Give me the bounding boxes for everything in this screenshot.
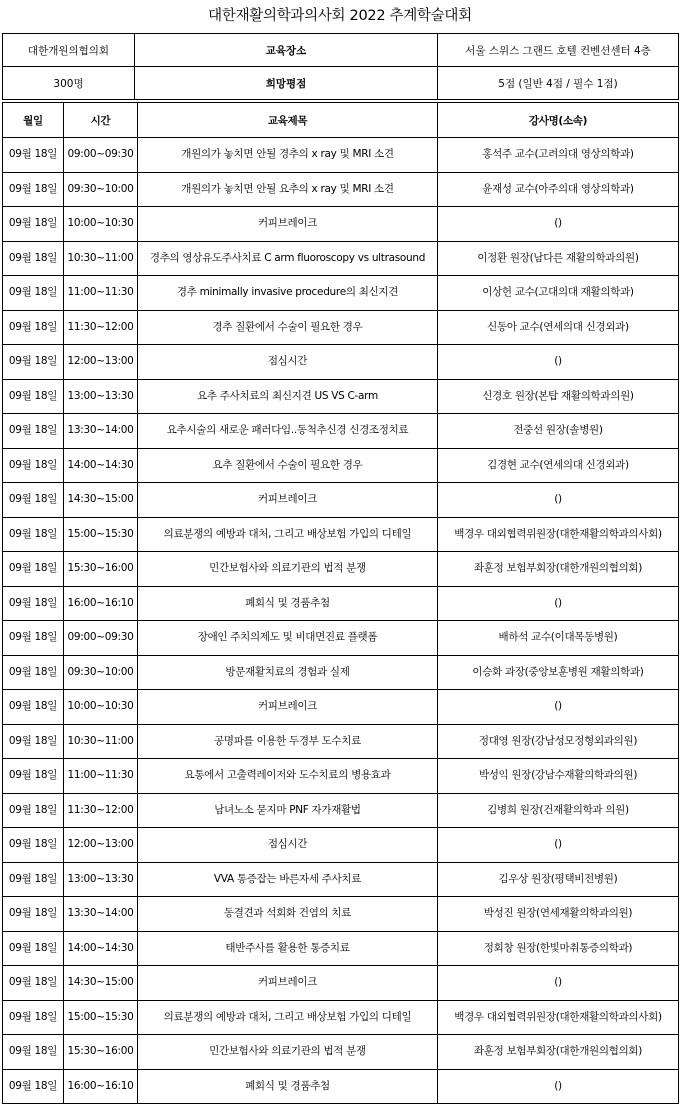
speaker-cell: () bbox=[438, 483, 679, 518]
time-cell: 15:00~15:30 bbox=[64, 517, 138, 552]
speaker-cell: () bbox=[438, 828, 679, 863]
speaker-cell: () bbox=[438, 586, 679, 621]
speaker-cell: 이상헌 교수(고대의대 재활의학과) bbox=[438, 276, 679, 311]
schedule-body bbox=[3, 138, 679, 1104]
speaker-cell: 박성익 원장(강남수재활의학과의원) bbox=[438, 759, 679, 794]
time-cell: 13:00~13:30 bbox=[64, 379, 138, 414]
time-cell: 15:00~15:30 bbox=[64, 1000, 138, 1035]
speaker-cell: 김우상 원장(평택비전병원) bbox=[438, 862, 679, 897]
table-row bbox=[3, 862, 679, 897]
topic-cell: 의료분쟁의 예방과 대처, 그리고 배상보험 가입의 디테일 bbox=[138, 1000, 438, 1035]
time-cell: 16:00~16:10 bbox=[64, 586, 138, 621]
date-cell: 09월 18일 bbox=[3, 138, 64, 173]
header-date: 월일 bbox=[3, 103, 64, 138]
topic-cell: 남녀노소 묻지마 PNF 자가재활법 bbox=[138, 793, 438, 828]
time-cell: 11:30~12:00 bbox=[64, 793, 138, 828]
table-row bbox=[3, 1035, 679, 1070]
table-row bbox=[3, 897, 679, 932]
date-cell: 09월 18일 bbox=[3, 897, 64, 932]
schedule-header-row bbox=[3, 103, 679, 138]
topic-cell: 경추의 영상유도주사치료 C arm fluoroscopy vs ultrasound bbox=[138, 241, 438, 276]
topic-cell: 개원의가 놓치면 안될 경추의 x ray 및 MRI 소견 bbox=[138, 138, 438, 173]
table-row bbox=[3, 517, 679, 552]
speaker-cell: 이승화 과장(중앙보훈병원 재활의학과) bbox=[438, 655, 679, 690]
table-row bbox=[3, 241, 679, 276]
organizer-cell: 대한개원의협의회 bbox=[3, 34, 135, 67]
header-speaker: 강사명(소속) bbox=[438, 103, 679, 138]
topic-cell: 점심시간 bbox=[138, 345, 438, 380]
topic-cell: 민간보험사와 의료기관의 법적 분쟁 bbox=[138, 1035, 438, 1070]
speaker-cell: 김병희 원장(건재활의학과 의원) bbox=[438, 793, 679, 828]
speaker-cell: 이정환 원장(남다른 재활의학과의원) bbox=[438, 241, 679, 276]
date-cell: 09월 18일 bbox=[3, 966, 64, 1001]
date-cell: 09월 18일 bbox=[3, 931, 64, 966]
table-row bbox=[3, 379, 679, 414]
topic-cell: 점심시간 bbox=[138, 828, 438, 863]
time-cell: 15:30~16:00 bbox=[64, 1035, 138, 1070]
info-row-credit bbox=[3, 67, 679, 100]
table-row bbox=[3, 931, 679, 966]
topic-cell: 공명파를 이용한 두경부 도수치료 bbox=[138, 724, 438, 759]
topic-cell: VVA 통증잡는 바른자세 주사치료 bbox=[138, 862, 438, 897]
date-cell: 09월 18일 bbox=[3, 241, 64, 276]
topic-cell: 커피브레이크 bbox=[138, 483, 438, 518]
date-cell: 09월 18일 bbox=[3, 759, 64, 794]
speaker-cell: 좌훈정 보험부회장(대한개원의협의회) bbox=[438, 1035, 679, 1070]
table-row bbox=[3, 138, 679, 173]
time-cell: 14:30~15:00 bbox=[64, 966, 138, 1001]
speaker-cell: 홍석주 교수(고려의대 영상의학과) bbox=[438, 138, 679, 173]
topic-cell: 요추 주사치료의 최신지견 US VS C-arm bbox=[138, 379, 438, 414]
table-row bbox=[3, 828, 679, 863]
date-cell: 09월 18일 bbox=[3, 310, 64, 345]
time-cell: 09:30~10:00 bbox=[64, 172, 138, 207]
table-row bbox=[3, 172, 679, 207]
time-cell: 16:00~16:10 bbox=[64, 1069, 138, 1104]
table-row bbox=[3, 621, 679, 656]
topic-cell: 의료분쟁의 예방과 대처, 그리고 배상보험 가입의 디테일 bbox=[138, 517, 438, 552]
date-cell: 09월 18일 bbox=[3, 724, 64, 759]
time-cell: 11:00~11:30 bbox=[64, 759, 138, 794]
date-cell: 09월 18일 bbox=[3, 414, 64, 449]
speaker-cell: 백경우 대외협력위원장(대한재활의학과의사회) bbox=[438, 1000, 679, 1035]
date-cell: 09월 18일 bbox=[3, 655, 64, 690]
table-row bbox=[3, 1069, 679, 1104]
table-row bbox=[3, 966, 679, 1001]
date-cell: 09월 18일 bbox=[3, 483, 64, 518]
time-cell: 10:30~11:00 bbox=[64, 241, 138, 276]
speaker-cell: () bbox=[438, 690, 679, 725]
date-cell: 09월 18일 bbox=[3, 862, 64, 897]
speaker-cell: 신경호 원장(본탑 재활의학과의원) bbox=[438, 379, 679, 414]
time-cell: 15:30~16:00 bbox=[64, 552, 138, 587]
table-row bbox=[3, 1000, 679, 1035]
venue-label: 교육장소 bbox=[135, 34, 438, 67]
topic-cell: 커피브레이크 bbox=[138, 207, 438, 242]
table-row bbox=[3, 759, 679, 794]
table-row bbox=[3, 483, 679, 518]
topic-cell: 개원의가 놓치면 안될 요추의 x ray 및 MRI 소견 bbox=[138, 172, 438, 207]
speaker-cell: 백경우 대외협력위원장(대한재활의학과의사회) bbox=[438, 517, 679, 552]
topic-cell: 경추 질환에서 수술이 필요한 경우 bbox=[138, 310, 438, 345]
table-row bbox=[3, 207, 679, 242]
topic-cell: 동결견과 석회화 건염의 치료 bbox=[138, 897, 438, 932]
speaker-cell: 정회창 원장(한빛마취통증의학과) bbox=[438, 931, 679, 966]
speaker-cell: 윤재성 교수(아주의대 영상의학과) bbox=[438, 172, 679, 207]
info-row-venue bbox=[3, 34, 679, 67]
topic-cell: 폐회식 및 경품추첨 bbox=[138, 586, 438, 621]
table-row bbox=[3, 552, 679, 587]
date-cell: 09월 18일 bbox=[3, 1000, 64, 1035]
topic-cell: 요통에서 고출력레이저와 도수치료의 병용효과 bbox=[138, 759, 438, 794]
header-time: 시간 bbox=[64, 103, 138, 138]
table-row bbox=[3, 276, 679, 311]
page-title: 대한재활의학과의사회 2022 추계학술대회 bbox=[208, 8, 472, 24]
credit-value: 5점 (일반 4점 / 필수 1점) bbox=[438, 67, 679, 100]
time-cell: 13:30~14:00 bbox=[64, 414, 138, 449]
speaker-cell: () bbox=[438, 207, 679, 242]
table-row bbox=[3, 793, 679, 828]
speaker-cell: () bbox=[438, 345, 679, 380]
time-cell: 14:00~14:30 bbox=[64, 448, 138, 483]
topic-cell: 장애인 주치의제도 및 비대면진료 플랫폼 bbox=[138, 621, 438, 656]
speaker-cell: () bbox=[438, 1069, 679, 1104]
date-cell: 09월 18일 bbox=[3, 690, 64, 725]
date-cell: 09월 18일 bbox=[3, 379, 64, 414]
time-cell: 09:30~10:00 bbox=[64, 655, 138, 690]
table-row bbox=[3, 690, 679, 725]
date-cell: 09월 18일 bbox=[3, 586, 64, 621]
topic-cell: 태반주사를 활용한 통증치료 bbox=[138, 931, 438, 966]
time-cell: 13:30~14:00 bbox=[64, 897, 138, 932]
date-cell: 09월 18일 bbox=[3, 276, 64, 311]
time-cell: 14:30~15:00 bbox=[64, 483, 138, 518]
table-row bbox=[3, 345, 679, 380]
speaker-cell: () bbox=[438, 966, 679, 1001]
date-cell: 09월 18일 bbox=[3, 207, 64, 242]
capacity-cell: 300명 bbox=[3, 67, 135, 100]
date-cell: 09월 18일 bbox=[3, 621, 64, 656]
time-cell: 09:00~09:30 bbox=[64, 138, 138, 173]
date-cell: 09월 18일 bbox=[3, 448, 64, 483]
time-cell: 10:00~10:30 bbox=[64, 690, 138, 725]
table-row bbox=[3, 448, 679, 483]
speaker-cell: 전중선 원장(솔병원) bbox=[438, 414, 679, 449]
date-cell: 09월 18일 bbox=[3, 552, 64, 587]
event-info-table bbox=[2, 33, 679, 100]
header-topic: 교육제목 bbox=[138, 103, 438, 138]
time-cell: 11:30~12:00 bbox=[64, 310, 138, 345]
topic-cell: 경추 minimally invasive procedure의 최신지견 bbox=[138, 276, 438, 311]
date-cell: 09월 18일 bbox=[3, 172, 64, 207]
time-cell: 12:00~13:00 bbox=[64, 828, 138, 863]
speaker-cell: 박성진 원장(연세재활의학과의원) bbox=[438, 897, 679, 932]
time-cell: 10:00~10:30 bbox=[64, 207, 138, 242]
date-cell: 09월 18일 bbox=[3, 517, 64, 552]
topic-cell: 요추시술의 새로운 패러다임..동척추신경 신경조정치료 bbox=[138, 414, 438, 449]
speaker-cell: 김경현 교수(연세의대 신경외과) bbox=[438, 448, 679, 483]
table-row bbox=[3, 655, 679, 690]
topic-cell: 방문재활치료의 경험과 실제 bbox=[138, 655, 438, 690]
speaker-cell: 배하석 교수(이대목동병원) bbox=[438, 621, 679, 656]
date-cell: 09월 18일 bbox=[3, 345, 64, 380]
time-cell: 14:00~14:30 bbox=[64, 931, 138, 966]
date-cell: 09월 18일 bbox=[3, 828, 64, 863]
date-cell: 09월 18일 bbox=[3, 793, 64, 828]
time-cell: 11:00~11:30 bbox=[64, 276, 138, 311]
venue-value: 서울 스위스 그랜드 호텔 컨벤션센터 4층 bbox=[438, 34, 679, 67]
time-cell: 13:00~13:30 bbox=[64, 862, 138, 897]
table-row bbox=[3, 724, 679, 759]
topic-cell: 커피브레이크 bbox=[138, 966, 438, 1001]
table-row bbox=[3, 586, 679, 621]
credit-label: 희망평점 bbox=[135, 67, 438, 100]
speaker-cell: 정대영 원장(강남성모정형외과의원) bbox=[438, 724, 679, 759]
table-row bbox=[3, 310, 679, 345]
schedule-table bbox=[2, 102, 679, 1104]
time-cell: 09:00~09:30 bbox=[64, 621, 138, 656]
time-cell: 10:30~11:00 bbox=[64, 724, 138, 759]
speaker-cell: 신동아 교수(연세의대 신경외과) bbox=[438, 310, 679, 345]
date-cell: 09월 18일 bbox=[3, 1035, 64, 1070]
topic-cell: 커피브레이크 bbox=[138, 690, 438, 725]
date-cell: 09월 18일 bbox=[3, 1069, 64, 1104]
table-row bbox=[3, 414, 679, 449]
time-cell: 12:00~13:00 bbox=[64, 345, 138, 380]
topic-cell: 폐회식 및 경품추첨 bbox=[138, 1069, 438, 1104]
topic-cell: 민간보험사와 의료기관의 법적 분쟁 bbox=[138, 552, 438, 587]
topic-cell: 요추 질환에서 수술이 필요한 경우 bbox=[138, 448, 438, 483]
speaker-cell: 좌훈정 보험부회장(대한개원의협의회) bbox=[438, 552, 679, 587]
